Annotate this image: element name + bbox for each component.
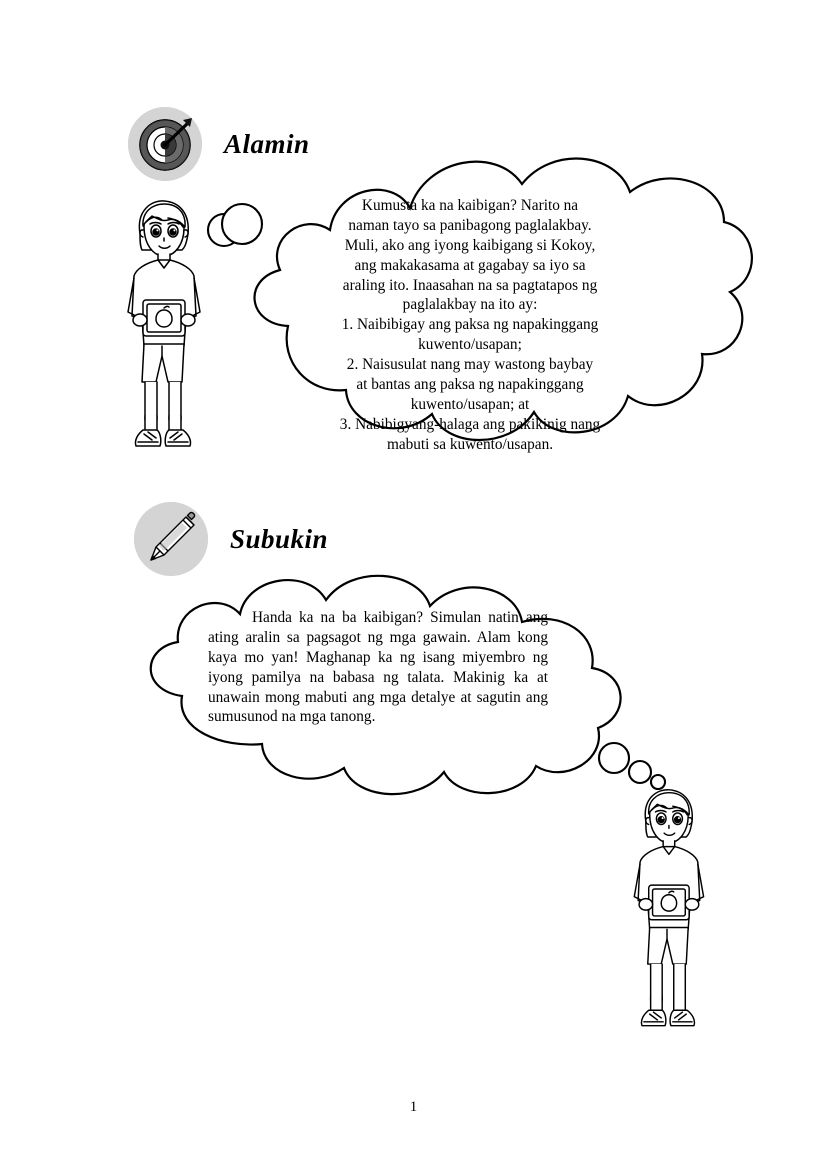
thought-bubble-alamin — [196, 138, 756, 468]
bubble-line: naman tayo sa panibagong paglalakbay. — [348, 216, 592, 234]
target-icon — [128, 107, 202, 181]
section-title-subukin: Subukin — [230, 523, 329, 554]
bubble-line: Muli, ako ang iyong kaibigang si Kokoy, — [344, 236, 596, 254]
boy-with-tablet-illustration-top — [112, 196, 212, 464]
bubble-line: araling ito. Inaasahan na sa pagtatapos ng — [342, 276, 598, 294]
bubble-line: kuwento/usapan; — [418, 336, 522, 354]
bubble-line: Kumusta ka na kaibigan? Narito na — [361, 197, 579, 214]
bubble-text-alamin — [292, 196, 648, 454]
bubble-line: paglalakbay na ito ay: — [402, 296, 538, 314]
bubble-line: kuwento/usapan; at — [410, 395, 530, 413]
bubble-line: ang makakasama at gagabay sa iyo sa — [354, 256, 586, 274]
bubble-line: at bantas ang paksa ng napakinggang — [356, 375, 584, 393]
bubble-line: mabuti sa kuwento/usapan. — [386, 435, 554, 453]
boy-with-tablet-illustration-bottom — [614, 785, 720, 1043]
page-number: 1 — [409, 1099, 418, 1115]
bubble-line: 1. Naibibigay ang paksa ng napakinggang — [341, 316, 599, 334]
bubble-line: 3. Nabibigyang-halaga ang pakikinig nang — [339, 415, 601, 433]
thought-bubble-subukin — [112, 560, 692, 810]
bubble-line: 2. Naisusulat nang may wastong baybay — [346, 356, 594, 373]
section-title-alamin: Alamin — [224, 128, 310, 159]
bubble-text-subukin: Handa ka na ba kaibigan? Simulan natin ang ating aralin sa pagsagot ng mga gawain. Alam kong kaya mo yan! Maghanap ka ng isang miyembro ng iyong pamilya na babasa ng talata. Makinig ka at unawain mong mabuti ang mga detalye at sagutin ang sumusunod na mga tanong. — [208, 609, 548, 726]
